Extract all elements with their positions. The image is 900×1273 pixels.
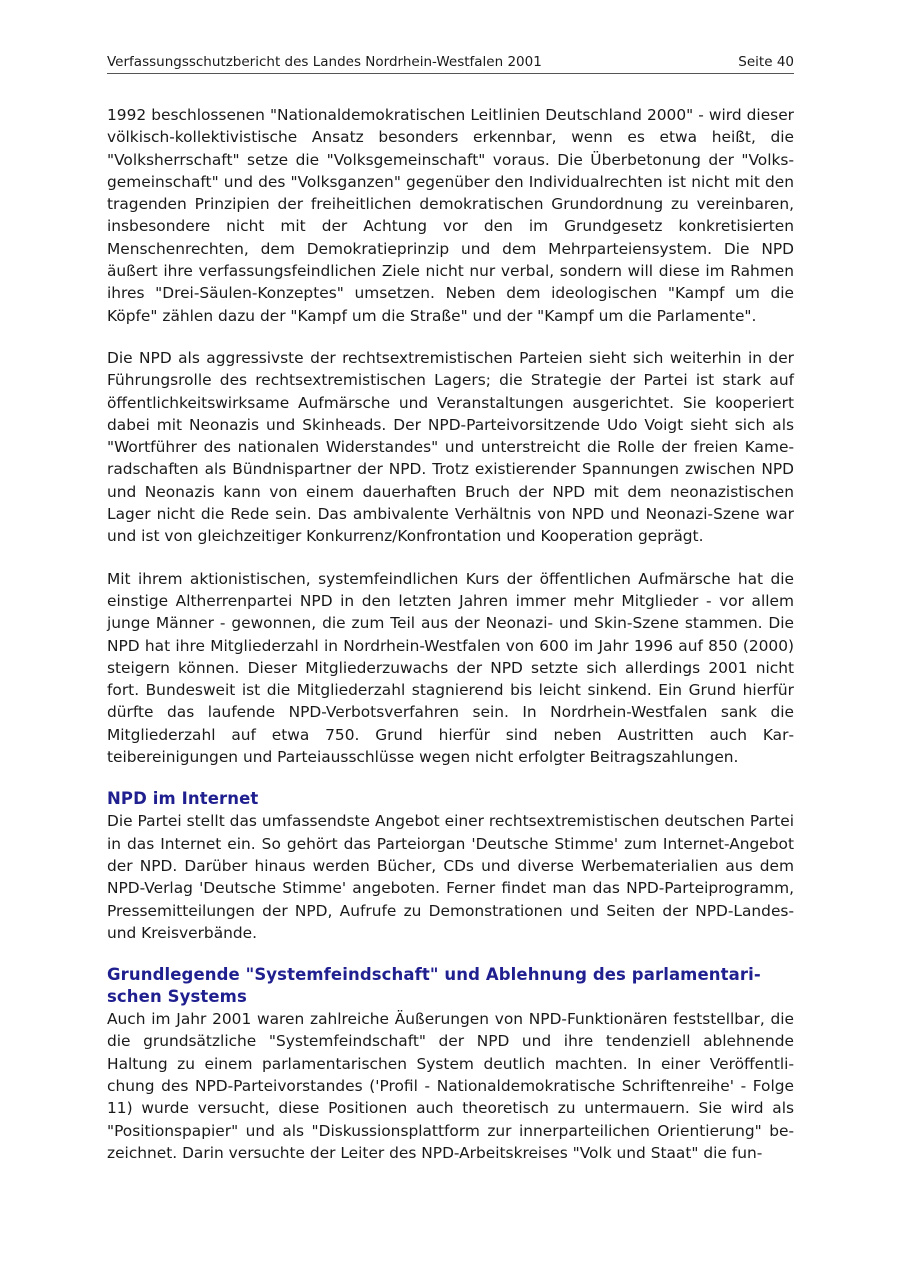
paragraph-mitglieder: Mit ihrem aktionistischen, systemfeindlichen Kurs der öffentlichen Aufmärsche hat die einstige Altherrenpartei NPD in den letzten Jahren immer mehr Mitglieder - vor allem junge Männer - gewonnen, die zum Teil aus der Neonazi- und Skin-Szene stammen. Die NPD hat ihre Mitgliederzahl in Nordrhein-Westfalen von 600 im Jahr 1996 auf 850 (2000) steigern können. Dieser Mitgliederzuwachs der NPD setzte sich allerdings 2001 nicht fort. Bundesweit ist die Mitgliederzahl stagnierend bis leicht sinkend. Ein Grund hierfür dürfte das laufende NPD-Verbotsverfahren sein. In Nordrhein-Westfalen sank die Mitgliederzahl auf etwa 750. Grund hierfür sind neben Austritten auch Karteibereinigungen und Parteiausschlüsse wegen nicht erfolgter Beitragszahlungen. [107, 569, 794, 767]
paragraph-npd-fuehrungsrolle: Die NPD als aggressivste der rechtsextremistischen Parteien sieht sich weiterhin in der Führungsrolle des rechtsextremistischen Lagers; die Strategie der Partei ist stark auf öffentlichkeitswirksame Aufmärsche und Veranstaltungen ausgerichtet. Sie kooperiert dabei mit Neonazis und Skinheads. Der NPD-Parteivorsitzende Udo Voigt sieht sich als "Wortführer des nationalen Widerstandes" und unterstreicht die Rolle der freien Kameradschaften als Bündnispartner der NPD. Trotz existierender Spannungen zwischen NPD und Neonazis kann von einem dauerhaften Bruch der NPD mit dem neonazistischen Lager nicht die Rede sein. Das ambivalente Verhältnis von NPD und Neonazi-Szene war und ist von gleichzeitiger Konkurrenz/Konfrontation und Kooperation geprägt. [107, 348, 794, 546]
section-heading-internet: NPD im Internet [107, 789, 259, 809]
header-title: Verfassungsschutzbericht des Landes Nordrhein-Westfalen 2001 [107, 54, 542, 70]
paragraph-systemfeindschaft: Auch im Jahr 2001 waren zahlreiche Äußerungen von NPD-Funktionären feststellbar, die die grundsätzliche "Systemfeindschaft" der NPD und ihre tendenziell ablehnende Haltung zu einem parlamentarischen System deutlich machten. In einer Veröffentlichung des NPD-Parteivorstandes ('Profil - Nationaldemokratische Schriftenreihe' - Folge 11) wurde versucht, diese Positionen auch theoretisch zu untermauern. Sie wird als "Positionspapier" und als "Diskussionsplattform zur innerparteilichen Orientierung" bezeichnet. Darin versuchte der Leiter des NPD-Arbeitskreises "Volk und Staat" die fun- [107, 1010, 794, 1162]
page-content [107, 104, 794, 1184]
page-header [107, 53, 794, 74]
paragraph-internet: Die Partei stellt das umfassendste Angebot einer rechtsextremistischen deutschen Partei in das Internet ein. So gehört das Parteiorgan 'Deutsche Stimme' zum Internet-Angebot der NPD. Darüber hinaus werden Bücher, CDs und diverse Werbematerialien aus dem NPD-Verlag 'Deutsche Stimme' angeboten. Ferner findet man das NPD-Parteiprogramm, Pressemitteilungen der NPD, Aufrufe zu Demonstrationen und Seiten der NPD-Landes- und Kreisverbände. [107, 812, 794, 942]
page-number: Seite 40 [738, 54, 794, 70]
paragraph-leitlinien: 1992 beschlossenen "Nationaldemokratischen Leitlinien Deutschland 2000" - wird dieser völkisch-kollektivistische Ansatz besonders erkennbar, wenn es etwa heißt, die "Volksherrschaft" setze die "Volksgemeinschaft" voraus. Die Überbetonung der "Volksgemeinschaft" und des "Volksganzen" gegenüber den Individualrechten ist nicht mit den tragenden Prinzipien der freiheitlichen demokratischen Grundordnung zu vereinbaren, insbesondere nicht mit der Achtung vor den im Grundgesetz konkretisierten Menschenrechten, dem Demokratieprinzip und dem Mehrparteiensystem. Die NPD äußert ihre verfassungsfeindlichen Ziele nicht nur verbal, sondern will diese im Rahmen ihres "Drei-Säulen-Konzeptes" umsetzen. Neben dem ideologischen "Kampf um die Köpfe" zählen dazu der "Kampf um die Straße" und der "Kampf um die Parlamente". [107, 106, 794, 325]
section-heading-systemfeindschaft: Grundlegende "Systemfeindschaft" und Ablehnung des parlamentarischen Systems [107, 965, 761, 1007]
